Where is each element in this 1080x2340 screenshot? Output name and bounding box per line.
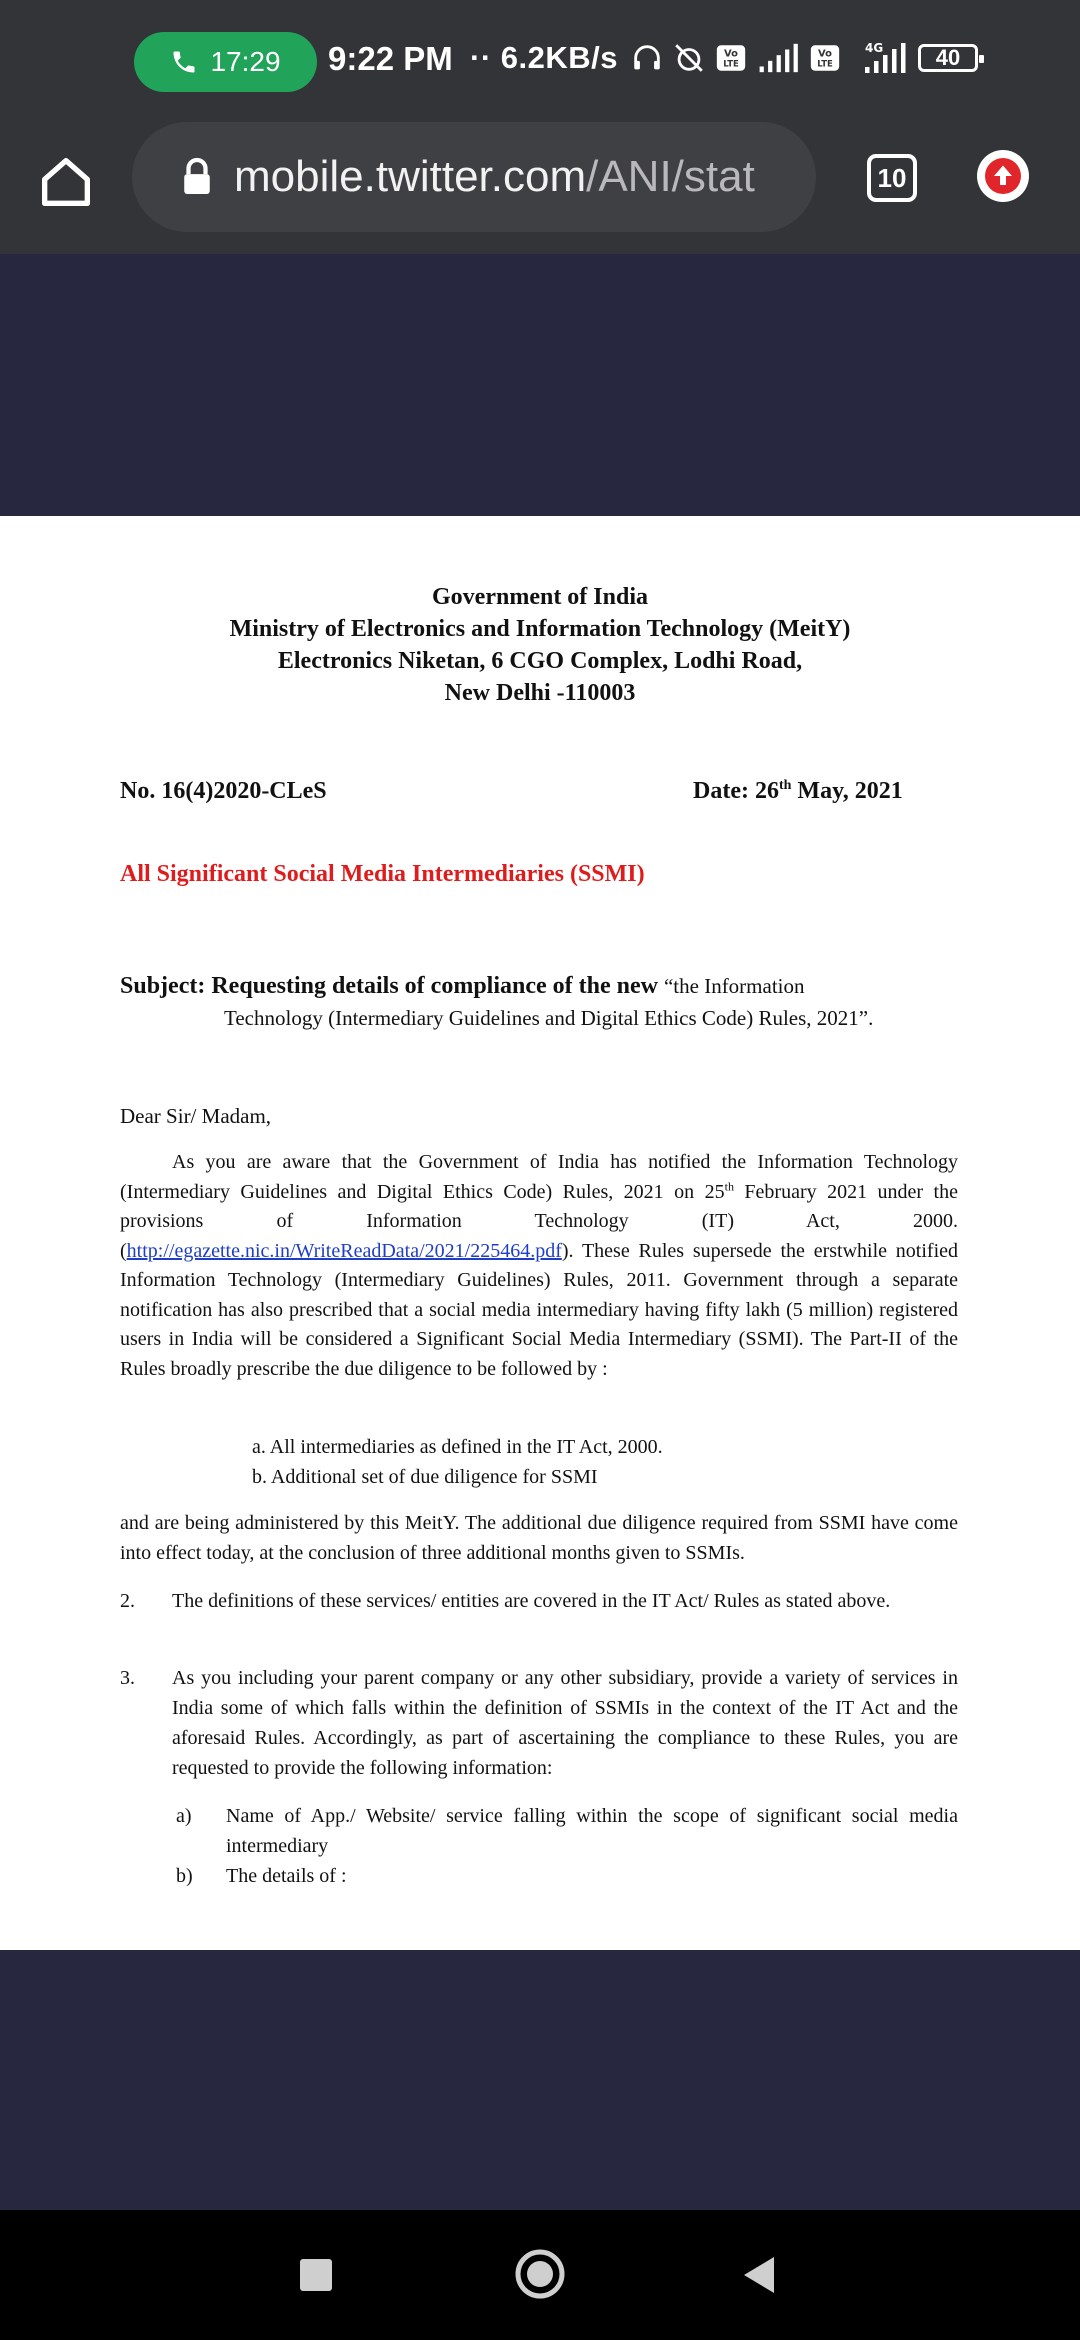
system-nav-bar xyxy=(0,2210,1080,2340)
alarm-off-icon xyxy=(672,41,706,75)
svg-text:LTE: LTE xyxy=(817,59,833,70)
update-button[interactable] xyxy=(977,150,1029,202)
url-text: mobile.twitter.com/ANI/stat xyxy=(234,152,755,201)
status-bar xyxy=(0,0,1080,120)
battery-icon: 40 xyxy=(918,44,978,72)
doc-header-line2: Ministry of Electronics and Information Technology (MeitY) xyxy=(229,616,851,642)
doc-header-line3: Electronics Niketan, 6 CGO Complex, Lodhi Road, xyxy=(277,648,803,674)
headset-icon xyxy=(630,41,664,75)
network-speed: ·· 6.2KB/s xyxy=(470,40,618,75)
tab-switcher-button[interactable]: 10 xyxy=(867,154,917,202)
phone-icon xyxy=(170,48,198,76)
svg-text:Vo: Vo xyxy=(724,48,738,60)
lock-icon xyxy=(180,157,214,197)
recents-square-icon[interactable] xyxy=(300,2259,332,2291)
home-icon[interactable] xyxy=(34,150,98,214)
volte-badge-icon xyxy=(714,41,748,75)
doc-header-line4: New Delhi -110003 xyxy=(444,680,636,706)
paragraph-2: and are being administered by this MeitY. The additional due diligence required from SSMI have come into effect today, at the conclusion of three additional months given to SSMIs. xyxy=(120,1512,958,1564)
browser-toolbar xyxy=(0,120,1080,254)
url-bar[interactable] xyxy=(132,122,816,232)
arrow-up-icon xyxy=(985,158,1021,194)
signal-4g-icon xyxy=(850,40,910,76)
volte-badge-icon-2 xyxy=(808,41,842,75)
numbered-item-2: 2. The definitions of these services/ entities are covered in the IT Act/ Rules as stated above. xyxy=(120,1590,891,1612)
signal-icon xyxy=(756,41,800,75)
back-triangle-icon[interactable] xyxy=(742,2255,776,2295)
addressee: All Significant Social Media Intermediaries (SSMI) xyxy=(120,861,645,887)
ongoing-call-pill[interactable] xyxy=(134,32,317,92)
gazette-link[interactable]: http://egazette.nic.in/WriteReadData/2021/225464.pdf xyxy=(126,1239,562,1262)
sub-item-a: a) Name of App./ Website/ service falling within the scope of significant social media intermediary xyxy=(176,1805,958,1857)
paragraph-1: As you are aware that the Government of India has notified the Information Technology (Intermediary Guidelines and Digital Ethics Code) Rules, 2021 on 25th February 2021 under the provisions of Information Technology (IT) Act, 2000. (http://egazette.nic.in/WriteReadData/2021/225464.pdf). These Rules supersede the erstwhile notified Information Technology (Intermediary Guidelines) Rules, 2011. Government through a separate notification has also prescribed that a social media intermediary having fifty lakh (5 million) registered users in India will be considered a Significant Social Media Intermediary (SSMI). The Part-II of the Rules broadly prescribe the due diligence to be followed by : xyxy=(120,1151,958,1380)
home-circle-icon[interactable] xyxy=(514,2248,566,2300)
svg-text:4G: 4G xyxy=(865,41,884,55)
document-page xyxy=(0,516,1080,1950)
sub-item-b: b) The details of : xyxy=(176,1865,347,1887)
call-timer: 17:29 xyxy=(210,46,281,77)
document-date: Date: 26th May, 2021 xyxy=(693,778,903,804)
subject-line: Subject: Requesting details of compliance of the new “the Information Technology (Intermediary Guidelines and Digital Ethics Code) Rules, 2021”. xyxy=(120,973,874,1030)
list-item-a: a. All intermediaries as defined in the IT Act, 2000. xyxy=(252,1436,663,1458)
status-icons xyxy=(630,40,978,76)
list-item-b: b. Additional set of due diligence for SSMI xyxy=(252,1466,598,1488)
salutation: Dear Sir/ Madam, xyxy=(120,1104,272,1128)
clock: 9:22 PM xyxy=(328,40,453,77)
reference-number: No. 16(4)2020-CLeS xyxy=(120,778,327,804)
doc-header-line1: Government of India xyxy=(432,584,648,610)
svg-text:LTE: LTE xyxy=(723,59,739,70)
svg-text:Vo: Vo xyxy=(818,48,832,60)
numbered-item-3: 3. As you including your parent company or any other subsidiary, provide a variety of services in India some of which falls within the definition of SSMIs in the context of the IT Act and the aforesaid Rules. Accordingly, as part of ascertaining the compliance to these Rules, you are requested to provide the following information: xyxy=(120,1667,958,1779)
